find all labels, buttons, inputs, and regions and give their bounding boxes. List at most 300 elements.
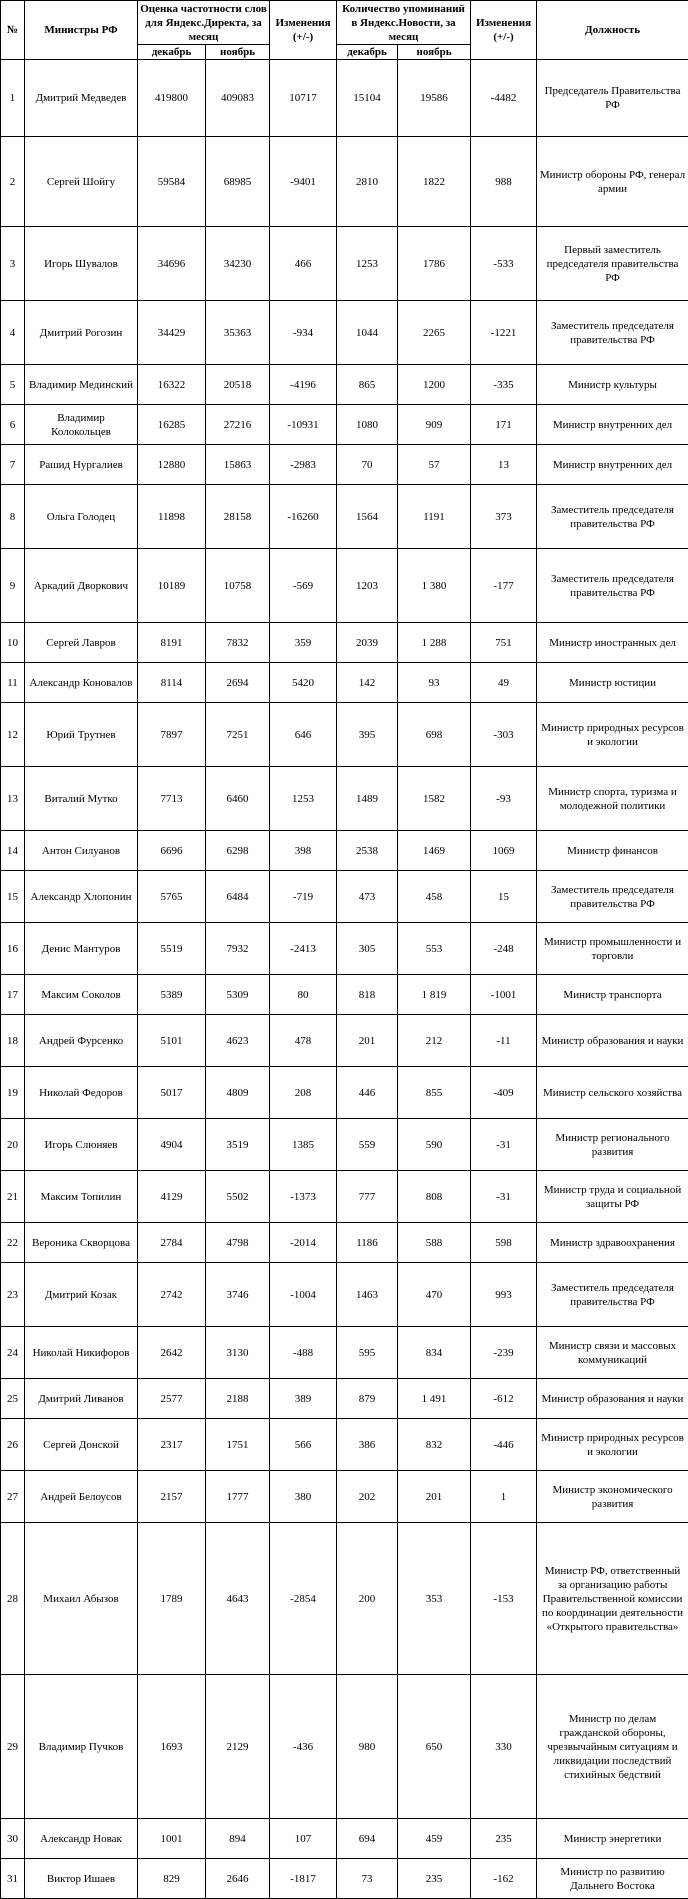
position: Министр внутренних дел <box>537 445 688 485</box>
table-row <box>1 405 688 445</box>
news-november: 834 <box>398 1327 471 1379</box>
news-december: 1489 <box>337 767 398 831</box>
news-december: 2039 <box>337 623 398 663</box>
news-change: -1221 <box>471 301 537 365</box>
row-number: 29 <box>1 1675 25 1819</box>
table-row <box>1 1223 688 1263</box>
news-change: 1069 <box>471 831 537 871</box>
news-change: -31 <box>471 1171 537 1223</box>
position: Министр регионального развития <box>537 1119 688 1171</box>
news-change: 49 <box>471 663 537 703</box>
direct-change: -9401 <box>270 137 337 227</box>
news-change: -93 <box>471 767 537 831</box>
news-december: 142 <box>337 663 398 703</box>
news-change: -1001 <box>471 975 537 1015</box>
news-november: 353 <box>398 1523 471 1675</box>
position: Председатель Правительства РФ <box>537 60 688 137</box>
minister-name: Андрей Фурсенко <box>25 1015 138 1067</box>
direct-december: 4904 <box>138 1119 206 1171</box>
row-number: 13 <box>1 767 25 831</box>
news-change: -153 <box>471 1523 537 1675</box>
news-november: 1582 <box>398 767 471 831</box>
news-november: 1200 <box>398 365 471 405</box>
direct-change: -2854 <box>270 1523 337 1675</box>
direct-november: 34230 <box>206 227 270 301</box>
news-november: 1786 <box>398 227 471 301</box>
row-number: 7 <box>1 445 25 485</box>
news-change: 330 <box>471 1675 537 1819</box>
table-row <box>1 1419 688 1471</box>
news-december: 201 <box>337 1015 398 1067</box>
direct-november: 1751 <box>206 1419 270 1471</box>
table-body <box>1 60 688 1899</box>
position: Министр образования и науки <box>537 1379 688 1419</box>
news-change: -533 <box>471 227 537 301</box>
news-november: 212 <box>398 1015 471 1067</box>
minister-name: Дмитрий Козак <box>25 1263 138 1327</box>
direct-november: 6484 <box>206 871 270 923</box>
position: Министр внутренних дел <box>537 405 688 445</box>
minister-name: Владимир Пучков <box>25 1675 138 1819</box>
position: Заместитель председателя правительства РФ <box>537 301 688 365</box>
direct-change: 389 <box>270 1379 337 1419</box>
table-row <box>1 623 688 663</box>
minister-name: Максим Топилин <box>25 1171 138 1223</box>
direct-december: 7713 <box>138 767 206 831</box>
direct-change: 398 <box>270 831 337 871</box>
news-december: 1463 <box>337 1263 398 1327</box>
row-number: 8 <box>1 485 25 549</box>
table-row <box>1 1119 688 1171</box>
news-december: 818 <box>337 975 398 1015</box>
direct-december: 16285 <box>138 405 206 445</box>
news-november: 553 <box>398 923 471 975</box>
direct-change: -1817 <box>270 1859 337 1899</box>
direct-december: 6696 <box>138 831 206 871</box>
position: Министр образования и науки <box>537 1015 688 1067</box>
direct-november: 2129 <box>206 1675 270 1819</box>
header-december-1: декабрь <box>138 45 206 60</box>
direct-december: 1693 <box>138 1675 206 1819</box>
minister-name: Сергей Донской <box>25 1419 138 1471</box>
position: Заместитель председателя правительства РФ <box>537 1263 688 1327</box>
table-row <box>1 301 688 365</box>
news-december: 70 <box>337 445 398 485</box>
minister-name: Сергей Лавров <box>25 623 138 663</box>
direct-december: 8191 <box>138 623 206 663</box>
table-row <box>1 1015 688 1067</box>
news-change: -11 <box>471 1015 537 1067</box>
row-number: 26 <box>1 1419 25 1471</box>
row-number: 20 <box>1 1119 25 1171</box>
direct-change: -436 <box>270 1675 337 1819</box>
news-november: 93 <box>398 663 471 703</box>
table-row <box>1 1263 688 1327</box>
news-december: 15104 <box>337 60 398 137</box>
minister-name: Денис Мантуров <box>25 923 138 975</box>
news-december: 386 <box>337 1419 398 1471</box>
row-number: 6 <box>1 405 25 445</box>
table-row <box>1 227 688 301</box>
news-december: 73 <box>337 1859 398 1899</box>
table-row <box>1 703 688 767</box>
position: Заместитель председателя правительства РФ <box>537 871 688 923</box>
news-november: 19586 <box>398 60 471 137</box>
news-change: 993 <box>471 1263 537 1327</box>
news-december: 1203 <box>337 549 398 623</box>
direct-december: 829 <box>138 1859 206 1899</box>
row-number: 25 <box>1 1379 25 1419</box>
header-november-1: ноябрь <box>206 45 270 60</box>
news-november: 808 <box>398 1171 471 1223</box>
table-row <box>1 767 688 831</box>
direct-december: 5389 <box>138 975 206 1015</box>
news-december: 777 <box>337 1171 398 1223</box>
header-position: Должность <box>537 1 688 60</box>
minister-name: Дмитрий Ливанов <box>25 1379 138 1419</box>
position: Министр транспорта <box>537 975 688 1015</box>
direct-november: 7832 <box>206 623 270 663</box>
table-row <box>1 485 688 549</box>
position: Министр по развитию Дальнего Востока <box>537 1859 688 1899</box>
news-november: 235 <box>398 1859 471 1899</box>
direct-november: 7251 <box>206 703 270 767</box>
minister-name: Виталий Мутко <box>25 767 138 831</box>
news-december: 1186 <box>337 1223 398 1263</box>
news-november: 832 <box>398 1419 471 1471</box>
table-row <box>1 1067 688 1119</box>
table-row <box>1 60 688 137</box>
direct-december: 5519 <box>138 923 206 975</box>
position: Министр иностранных дел <box>537 623 688 663</box>
direct-december: 5017 <box>138 1067 206 1119</box>
position: Министр природных ресурсов и экологии <box>537 1419 688 1471</box>
position: Министр сельского хозяйства <box>537 1067 688 1119</box>
direct-change: -2014 <box>270 1223 337 1263</box>
direct-november: 7932 <box>206 923 270 975</box>
news-change: 988 <box>471 137 537 227</box>
direct-december: 5101 <box>138 1015 206 1067</box>
direct-change: 208 <box>270 1067 337 1119</box>
minister-name: Дмитрий Рогозин <box>25 301 138 365</box>
news-november: 1822 <box>398 137 471 227</box>
news-november: 57 <box>398 445 471 485</box>
direct-november: 409083 <box>206 60 270 137</box>
position: Министр связи и массовых коммуникаций <box>537 1327 688 1379</box>
news-december: 980 <box>337 1675 398 1819</box>
direct-change: -1004 <box>270 1263 337 1327</box>
minister-name: Виктор Ишаев <box>25 1859 138 1899</box>
news-change: -162 <box>471 1859 537 1899</box>
direct-change: 466 <box>270 227 337 301</box>
news-change: -4482 <box>471 60 537 137</box>
news-november: 588 <box>398 1223 471 1263</box>
news-november: 459 <box>398 1819 471 1859</box>
news-november: 590 <box>398 1119 471 1171</box>
direct-november: 15863 <box>206 445 270 485</box>
direct-november: 35363 <box>206 301 270 365</box>
news-december: 202 <box>337 1471 398 1523</box>
news-december: 595 <box>337 1327 398 1379</box>
position: Министр природных ресурсов и экологии <box>537 703 688 767</box>
news-november: 1 380 <box>398 549 471 623</box>
direct-december: 11898 <box>138 485 206 549</box>
position: Заместитель председателя правительства РФ <box>537 485 688 549</box>
direct-change: 566 <box>270 1419 337 1471</box>
direct-december: 12880 <box>138 445 206 485</box>
position: Министр юстиции <box>537 663 688 703</box>
position: Министр РФ, ответственный за организацию работы Правительственной комиссии по координации деятельности «Открытого правительства» <box>537 1523 688 1675</box>
direct-change: 80 <box>270 975 337 1015</box>
news-november: 1191 <box>398 485 471 549</box>
direct-december: 59584 <box>138 137 206 227</box>
direct-december: 8114 <box>138 663 206 703</box>
news-change: -177 <box>471 549 537 623</box>
table-row <box>1 923 688 975</box>
direct-change: 359 <box>270 623 337 663</box>
direct-november: 2646 <box>206 1859 270 1899</box>
row-number: 28 <box>1 1523 25 1675</box>
row-number: 19 <box>1 1067 25 1119</box>
row-number: 1 <box>1 60 25 137</box>
minister-name: Игорь Слюняев <box>25 1119 138 1171</box>
row-number: 2 <box>1 137 25 227</box>
row-number: 5 <box>1 365 25 405</box>
direct-november: 4809 <box>206 1067 270 1119</box>
direct-change: -488 <box>270 1327 337 1379</box>
direct-december: 7897 <box>138 703 206 767</box>
direct-december: 5765 <box>138 871 206 923</box>
table-row <box>1 871 688 923</box>
news-december: 446 <box>337 1067 398 1119</box>
row-number: 17 <box>1 975 25 1015</box>
position: Министр экономического развития <box>537 1471 688 1523</box>
direct-december: 2642 <box>138 1327 206 1379</box>
direct-november: 20518 <box>206 365 270 405</box>
direct-december: 16322 <box>138 365 206 405</box>
news-change: 1 <box>471 1471 537 1523</box>
minister-name: Ольга Голодец <box>25 485 138 549</box>
direct-november: 4798 <box>206 1223 270 1263</box>
direct-november: 6460 <box>206 767 270 831</box>
news-december: 473 <box>337 871 398 923</box>
news-november: 1469 <box>398 831 471 871</box>
news-change: -612 <box>471 1379 537 1419</box>
news-december: 1253 <box>337 227 398 301</box>
table-row <box>1 1471 688 1523</box>
table-row <box>1 137 688 227</box>
minister-name: Антон Силуанов <box>25 831 138 871</box>
row-number: 14 <box>1 831 25 871</box>
direct-november: 68985 <box>206 137 270 227</box>
row-number: 9 <box>1 549 25 623</box>
minister-name: Игорь Шувалов <box>25 227 138 301</box>
row-number: 27 <box>1 1471 25 1523</box>
news-december: 395 <box>337 703 398 767</box>
news-december: 200 <box>337 1523 398 1675</box>
table-row <box>1 831 688 871</box>
direct-december: 2317 <box>138 1419 206 1471</box>
news-december: 559 <box>337 1119 398 1171</box>
news-december: 879 <box>337 1379 398 1419</box>
row-number: 21 <box>1 1171 25 1223</box>
table-row <box>1 1379 688 1419</box>
row-number: 30 <box>1 1819 25 1859</box>
header-yandex-direct: Оценка частотности слов для Яндекс.Директа, за месяц <box>138 1 270 45</box>
news-change: 598 <box>471 1223 537 1263</box>
direct-november: 1777 <box>206 1471 270 1523</box>
news-november: 855 <box>398 1067 471 1119</box>
row-number: 18 <box>1 1015 25 1067</box>
position: Министр промышленности и торговли <box>537 923 688 975</box>
news-december: 2810 <box>337 137 398 227</box>
direct-change: 646 <box>270 703 337 767</box>
minister-name: Рашид Нургалиев <box>25 445 138 485</box>
minister-name: Аркадий Дворкович <box>25 549 138 623</box>
table-row <box>1 1523 688 1675</box>
direct-december: 2157 <box>138 1471 206 1523</box>
position: Министр финансов <box>537 831 688 871</box>
news-change: 171 <box>471 405 537 445</box>
direct-november: 3746 <box>206 1263 270 1327</box>
position: Министр труда и социальной защиты РФ <box>537 1171 688 1223</box>
direct-change: -10931 <box>270 405 337 445</box>
table-row <box>1 975 688 1015</box>
header-change-2: Изменения (+/-) <box>471 1 537 60</box>
row-number: 12 <box>1 703 25 767</box>
direct-november: 4643 <box>206 1523 270 1675</box>
minister-name: Вероника Скворцова <box>25 1223 138 1263</box>
news-december: 694 <box>337 1819 398 1859</box>
news-change: -303 <box>471 703 537 767</box>
direct-december: 2577 <box>138 1379 206 1419</box>
news-november: 458 <box>398 871 471 923</box>
minister-name: Николай Никифоров <box>25 1327 138 1379</box>
position: Министр спорта, туризма и молодежной политики <box>537 767 688 831</box>
direct-change: -719 <box>270 871 337 923</box>
row-number: 31 <box>1 1859 25 1899</box>
news-november: 1 819 <box>398 975 471 1015</box>
row-number: 3 <box>1 227 25 301</box>
direct-december: 10189 <box>138 549 206 623</box>
row-number: 4 <box>1 301 25 365</box>
direct-change: 1253 <box>270 767 337 831</box>
row-number: 16 <box>1 923 25 975</box>
minister-name: Михаил Абызов <box>25 1523 138 1675</box>
table-row <box>1 1675 688 1819</box>
row-number: 11 <box>1 663 25 703</box>
header-minister: Министры РФ <box>25 1 138 60</box>
row-number: 10 <box>1 623 25 663</box>
table-row <box>1 1859 688 1899</box>
minister-name: Максим Соколов <box>25 975 138 1015</box>
direct-december: 1789 <box>138 1523 206 1675</box>
news-change: -239 <box>471 1327 537 1379</box>
direct-december: 419800 <box>138 60 206 137</box>
direct-change: 478 <box>270 1015 337 1067</box>
direct-change: -16260 <box>270 485 337 549</box>
header-november-2: ноябрь <box>398 45 471 60</box>
direct-november: 894 <box>206 1819 270 1859</box>
position: Министр по делам гражданской обороны, чрезвычайным ситуациям и ликвидации последствий стихийных бедствий <box>537 1675 688 1819</box>
minister-name: Александр Коновалов <box>25 663 138 703</box>
news-november: 1 288 <box>398 623 471 663</box>
direct-november: 27216 <box>206 405 270 445</box>
table-row <box>1 1171 688 1223</box>
minister-name: Владимир Мединский <box>25 365 138 405</box>
header-change-1: Изменения (+/-) <box>270 1 337 60</box>
row-number: 24 <box>1 1327 25 1379</box>
direct-november: 3519 <box>206 1119 270 1171</box>
direct-november: 4623 <box>206 1015 270 1067</box>
direct-change: 10717 <box>270 60 337 137</box>
direct-change: 380 <box>270 1471 337 1523</box>
table-row <box>1 1327 688 1379</box>
direct-december: 34696 <box>138 227 206 301</box>
news-change: 235 <box>471 1819 537 1859</box>
news-change: -446 <box>471 1419 537 1471</box>
news-change: -248 <box>471 923 537 975</box>
minister-name: Александр Хлопонин <box>25 871 138 923</box>
table-row <box>1 1819 688 1859</box>
direct-november: 6298 <box>206 831 270 871</box>
row-number: 15 <box>1 871 25 923</box>
position: Министр здравоохранения <box>537 1223 688 1263</box>
direct-change: -2413 <box>270 923 337 975</box>
table-row <box>1 445 688 485</box>
news-december: 865 <box>337 365 398 405</box>
direct-november: 2188 <box>206 1379 270 1419</box>
minister-name: Владимир Колокольцев <box>25 405 138 445</box>
news-change: 751 <box>471 623 537 663</box>
position: Министр обороны РФ, генерал армии <box>537 137 688 227</box>
direct-december: 1001 <box>138 1819 206 1859</box>
direct-november: 5309 <box>206 975 270 1015</box>
minister-name: Дмитрий Медведев <box>25 60 138 137</box>
header-yandex-news: Количество упоминаний в Яндекс.Новости, за месяц <box>337 1 471 45</box>
direct-december: 2784 <box>138 1223 206 1263</box>
direct-change: 5420 <box>270 663 337 703</box>
table-row <box>1 549 688 623</box>
header-row <box>1 1 688 45</box>
news-change: -31 <box>471 1119 537 1171</box>
header-december-2: декабрь <box>337 45 398 60</box>
direct-change: 107 <box>270 1819 337 1859</box>
news-december: 305 <box>337 923 398 975</box>
direct-november: 5502 <box>206 1171 270 1223</box>
news-change: 373 <box>471 485 537 549</box>
direct-december: 4129 <box>138 1171 206 1223</box>
news-november: 698 <box>398 703 471 767</box>
minister-name: Александр Новак <box>25 1819 138 1859</box>
direct-change: 1385 <box>270 1119 337 1171</box>
news-november: 2265 <box>398 301 471 365</box>
header-num: № <box>1 1 25 60</box>
minister-name: Сергей Шойгу <box>25 137 138 227</box>
news-change: 15 <box>471 871 537 923</box>
table-row <box>1 663 688 703</box>
direct-change: -569 <box>270 549 337 623</box>
news-december: 1080 <box>337 405 398 445</box>
news-change: -409 <box>471 1067 537 1119</box>
direct-november: 10758 <box>206 549 270 623</box>
news-december: 1564 <box>337 485 398 549</box>
news-november: 1 491 <box>398 1379 471 1419</box>
direct-december: 2742 <box>138 1263 206 1327</box>
direct-change: -1373 <box>270 1171 337 1223</box>
news-november: 909 <box>398 405 471 445</box>
direct-change: -2983 <box>270 445 337 485</box>
